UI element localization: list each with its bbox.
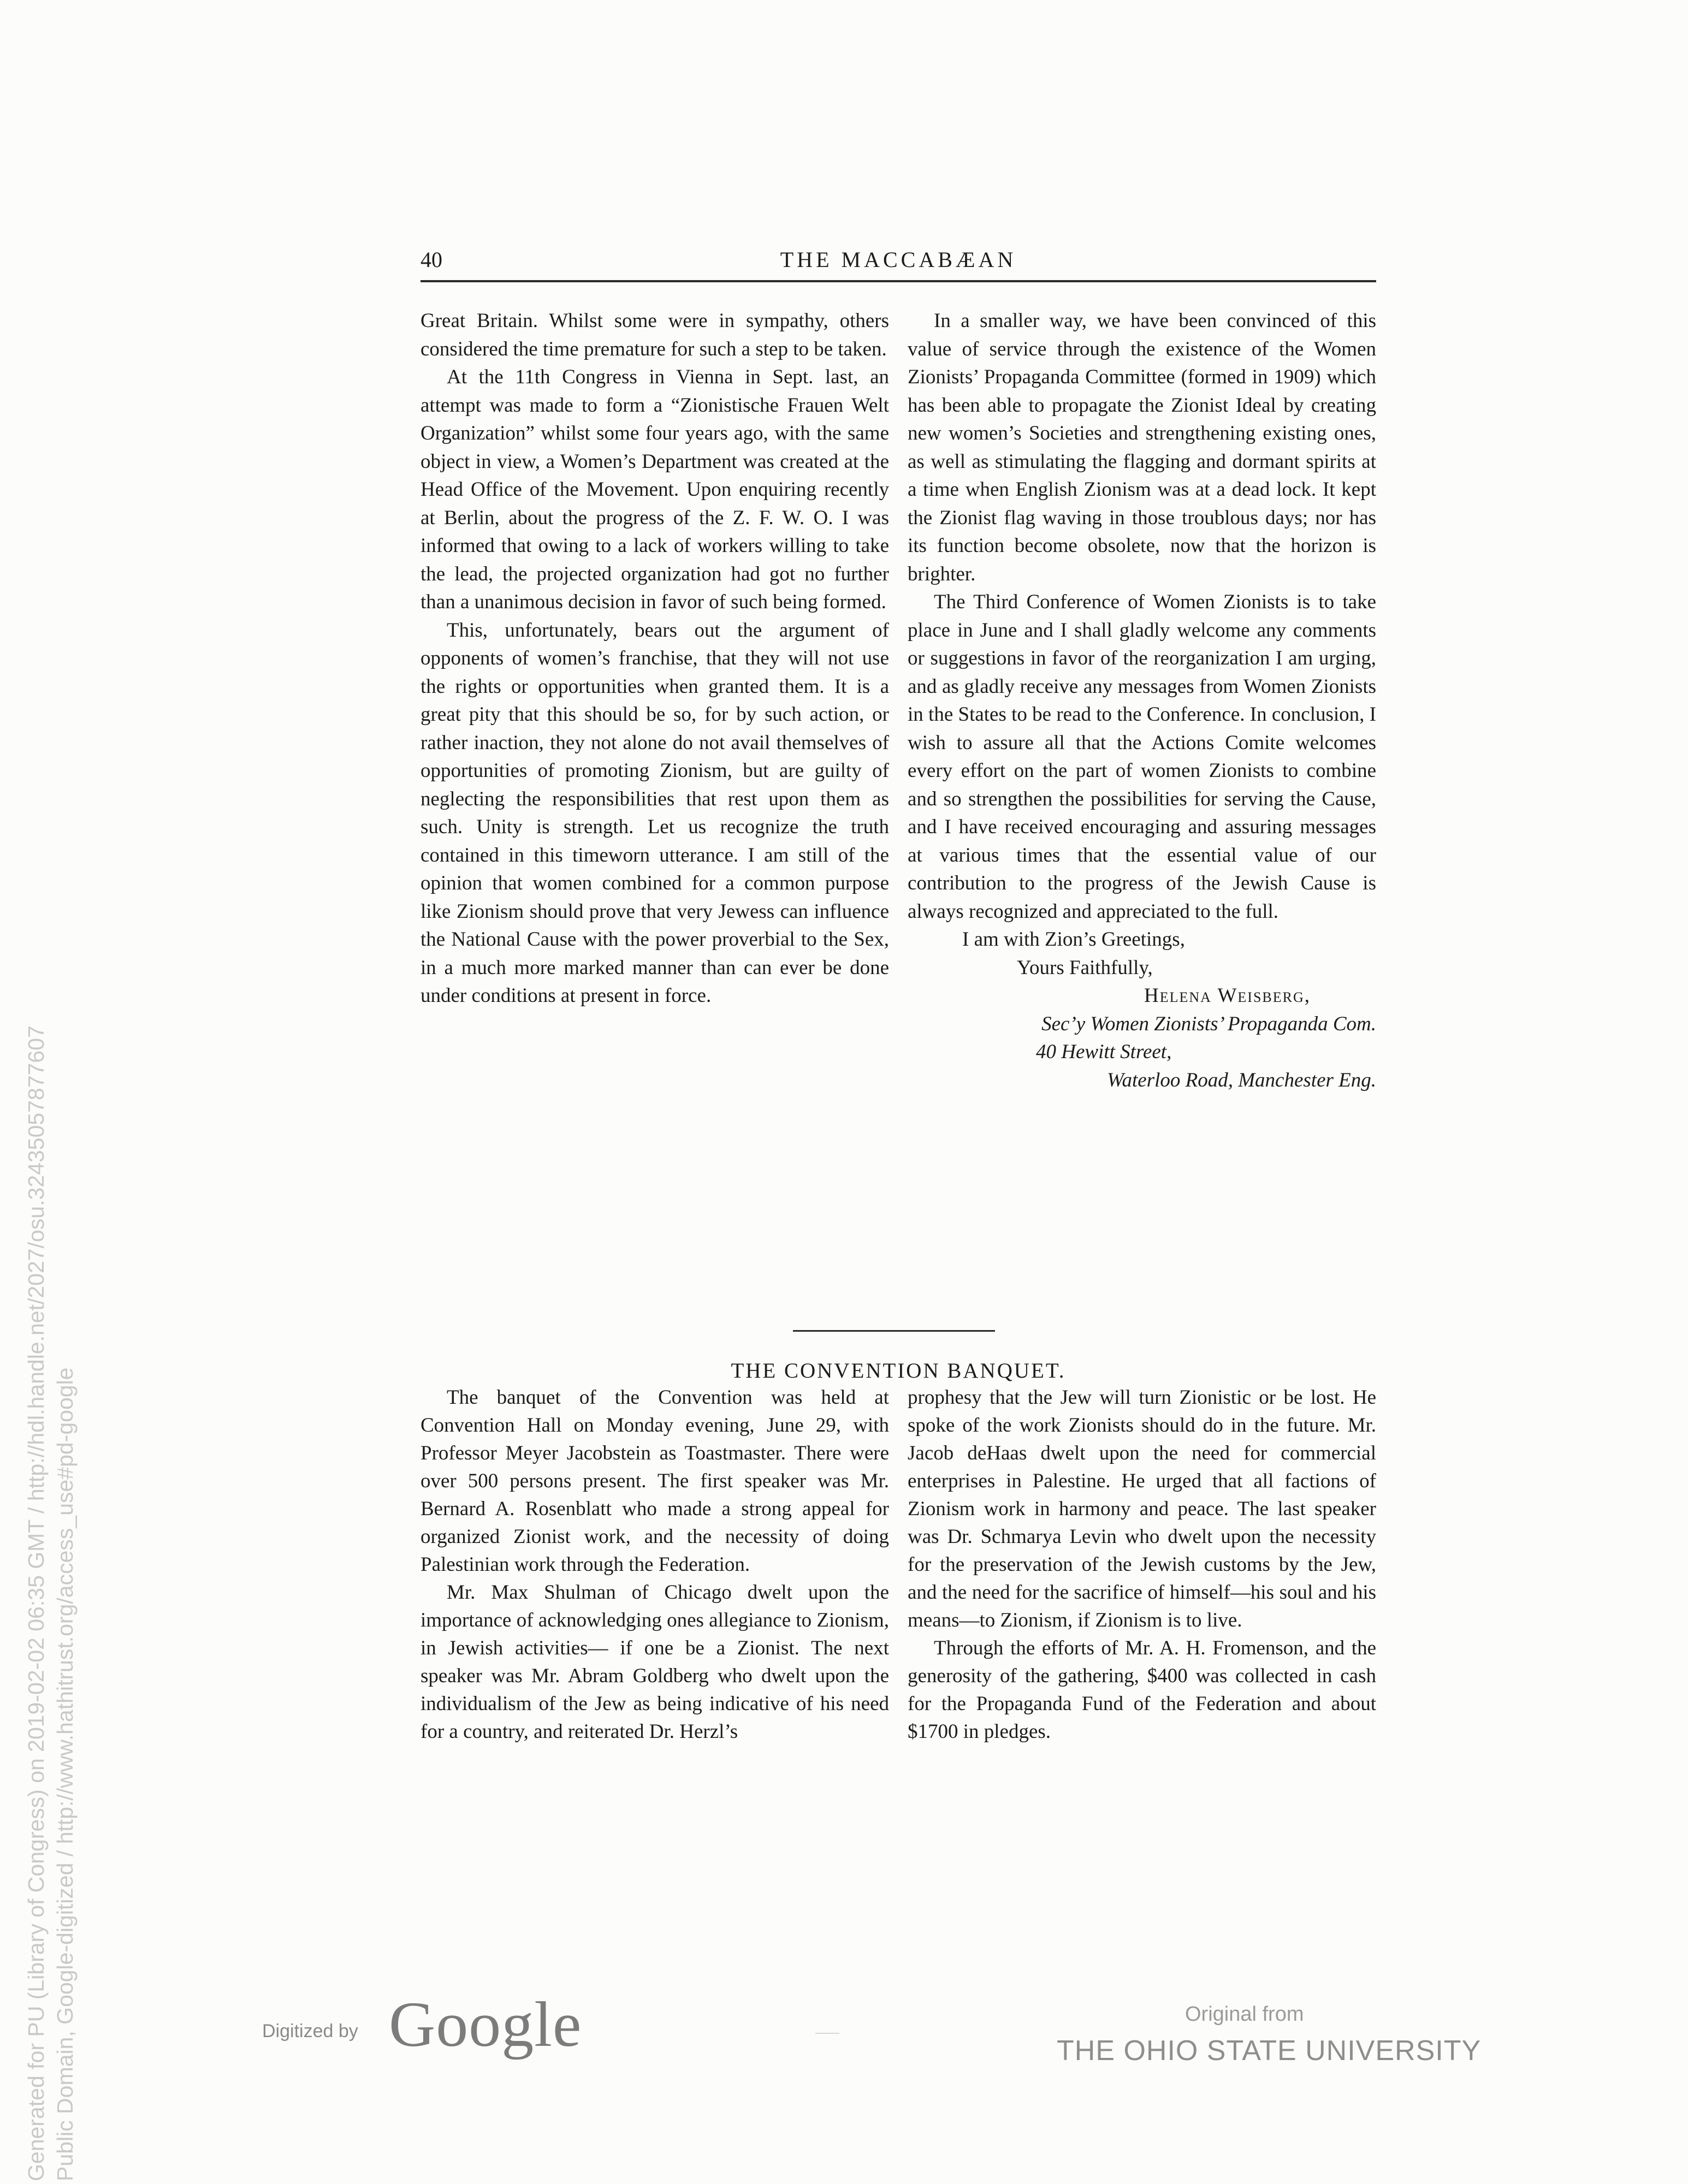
paragraph: This, unfortunately, bears out the argument of opponents of women’s franchise, that they will not use the rights or opportunities when granted them. It is a great pity that this should be so, for by such action, or rather inaction, they not alone do not avail themselves of opportunities of promoting Zionism, but are guilty of neglecting the responsibilities that rest upon them as such. Unity is strength. Let us recognize the truth contained in this timeworn utterance. I am still of the opinion that women combined for a common purpose like Zionism should prove that very Jewess can influence the National Cause with the power proverbial to the Sex, in a much more marked manner than can ever be done under conditions at present in force. <box>420 619 889 1007</box>
google-logo: Google <box>389 1989 582 2060</box>
paragraph: At the 11th Congress in Vienna in Sept. last, an attempt was made to form a “Zionistische Frauen Welt Organization” whilst some four years ago, with the same object in view, a Women’s Department was created at the Head Office of the Movement. Upon enquiring recently at Berlin, about the progress of the Z. F. W. O. I was informed that owing to a lack of workers willing to take the lead, the projected organization had got no further than a unanimous decision in favor of such being formed. <box>420 366 889 613</box>
letter-column-left <box>420 307 889 1010</box>
page-number: 40 <box>420 247 442 272</box>
signature-greeting: I am with Zion’s Greetings, <box>962 928 1185 951</box>
header-rule <box>420 280 1376 282</box>
article-column-left <box>420 1384 889 1746</box>
paragraph: In a smaller way, we have been convinced of this value of service through the existence of the Women Zionists’ Propaganda Committee (formed in 1909) which has been able to propagate the Zionist Ideal by creating new women’s Societies and strengthening existing ones, as well as stimulating the flagging and dormant spirits at a time when English Zionism was at a dead lock. It kept the Zionist flag waving in those troublous days; nor has its function become obsolete, now that the horizon is brighter. <box>908 310 1376 585</box>
signature-block <box>908 925 1376 1094</box>
footer-mark <box>815 2033 839 2034</box>
paragraph: Great Britain. Whilst some were in sympathy, others considered the time premature for such a step to be taken. <box>420 310 889 360</box>
paragraph: The Third Conference of Women Zionists is to take place in June and I shall gladly welcome any comments or suggestions in favor of the reorganization I am urging, and as gladly receive any messages from Women Zionists in the States to be read to the Conference. In conclusion, I wish to assure all that the Actions Comite welcomes every effort on the part of women Zionists to combine and so strengthen the possibilities for serving the Cause, and I have received encouraging and assuring messages at various times that the essential value of our contribution to the progress of the Jewish Cause is always recognized and appreciated to the full. <box>908 591 1376 923</box>
journal-title: THE MACCABÆAN <box>780 247 1017 272</box>
signature-title: Sec’y Women Zionists’ Propaganda Com. <box>1041 1012 1376 1035</box>
digitized-by-label: Digitized by <box>262 2021 358 2041</box>
signature-closing: Yours Faithfully, <box>1017 956 1153 979</box>
article-column-right <box>908 1384 1376 1746</box>
watermark-line-2: Public Domain, Google-digitized / http://www.hathitrust.org/access_use#pd-google <box>52 1367 78 2181</box>
signature-street: 40 Hewitt Street, <box>1036 1041 1172 1063</box>
running-head <box>420 247 1376 280</box>
paragraph: Through the efforts of Mr. A. H. Fromenson, and the generosity of the gathering, $400 was collected in cash for the Propaganda Fund of the Federation and about $1700 in pledges. <box>908 1637 1376 1743</box>
signature-name: Helena Weisberg, <box>1144 984 1311 1007</box>
section-heading: THE CONVENTION BANQUET. <box>731 1359 1066 1382</box>
section-divider <box>793 1330 995 1332</box>
original-source: THE OHIO STATE UNIVERSITY <box>1057 2035 1482 2067</box>
signature-city: Waterloo Road, Manchester Eng. <box>1107 1069 1376 1091</box>
original-from-label: Original from <box>1185 2003 1304 2026</box>
paragraph: prophesy that the Jew will turn Zionistic or be lost. He spoke of the work Zionists should do in the future. Mr. Jacob deHaas dwelt upon the need for commercial enterprises in Palestine. He urged that all factions of Zionism work in harmony and peace. The last speaker was Dr. Schmarya Levin who dwelt upon the necessity for the preservation of the Jewish customs by the Jew, and the need for the sacrifice of himself—his soul and his means—to Zionism, if Zionism is to live. <box>908 1386 1376 1631</box>
paragraph: The banquet of the Convention was held at Convention Hall on Monday evening, June 29, with Professor Meyer Jacobstein as Toastmaster. There were over 500 persons present. The first speaker was Mr. Bernard A. Rosenblatt who made a strong appeal for organized Zionist work, and the necessity of doing Palestinian work through the Federation. <box>420 1386 889 1576</box>
letter-column-right <box>908 307 1376 1094</box>
watermark-line-1: Generated for PU (Library of Congress) on 2019-02-02 06:35 GMT / http://hdl.handle.net/2027/osu.32435057877607 <box>23 1025 49 2181</box>
paragraph: Mr. Max Shulman of Chicago dwelt upon the importance of acknowledging ones allegiance to Zionism, in Jewish activities— if one be a Zionist. The next speaker was Mr. Abram Goldberg who dwelt upon the individualism of the Jew as being indicative of his need for a country, and reiterated Dr. Herzl’s <box>420 1581 889 1743</box>
